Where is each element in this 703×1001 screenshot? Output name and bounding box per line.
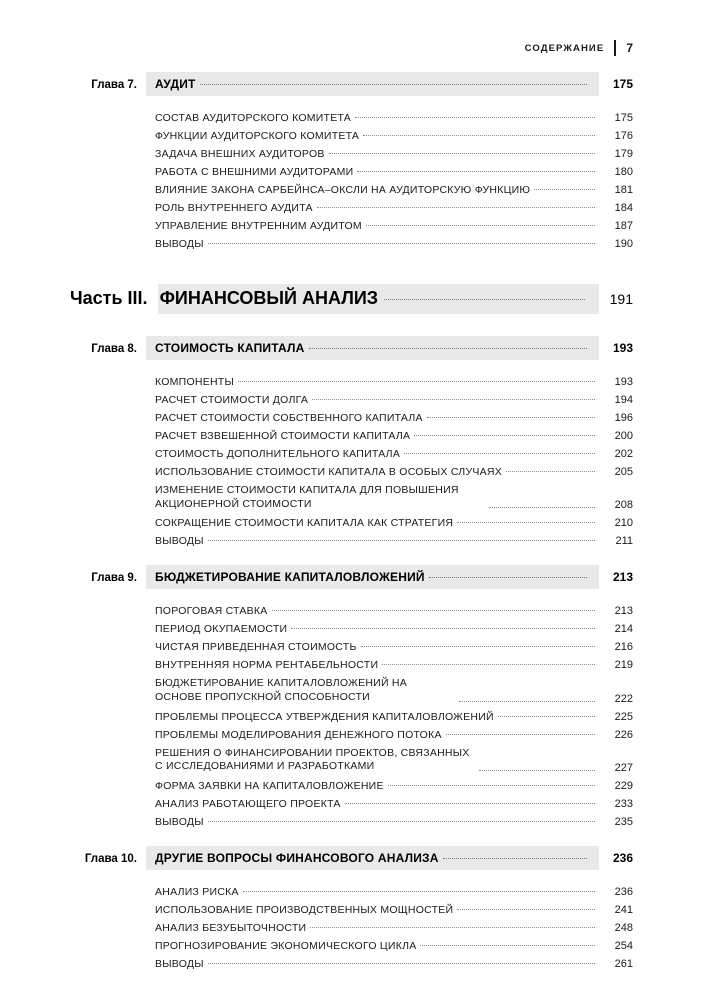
chapter-heading-7[interactable] [70, 72, 633, 96]
leader-dots [479, 770, 595, 771]
entry-page: 196 [614, 412, 633, 424]
leader-dots [310, 927, 595, 928]
leader-dots [414, 435, 595, 436]
leader-dots [312, 399, 595, 400]
leader-dots [317, 207, 595, 208]
leader-dots [489, 507, 595, 508]
entry-page: 193 [614, 376, 633, 388]
toc-entry[interactable] [70, 184, 633, 196]
chapter-page: 213 [612, 570, 633, 585]
header-divider [614, 40, 616, 56]
entry-page: 187 [614, 220, 633, 232]
entry-title: ИЗМЕНЕНИЕ СТОИМОСТИ КАПИТАЛА ДЛЯ ПОВЫШЕНИЯ АКЦИОНЕРНОЙ СТОИМОСТИ [155, 484, 459, 510]
entry-page: 248 [614, 921, 633, 934]
toc-entry[interactable] [70, 729, 633, 741]
entry-title: ВЫВОДЫ [155, 535, 204, 548]
toc-entry[interactable] [70, 623, 633, 635]
part-title-band [158, 284, 599, 314]
toc-content [70, 72, 633, 970]
leader-dots [457, 909, 595, 910]
entry-title: ИСПОЛЬЗОВАНИЕ ПРОИЗВОДСТВЕННЫХ МОЩНОСТЕЙ [155, 903, 454, 916]
part-label: Часть III. [70, 288, 148, 308]
entry-title: ВНУТРЕННЯЯ НОРМА РЕНТАБЕЛЬНОСТИ [155, 659, 379, 672]
leader-dots [329, 153, 595, 154]
toc-entry[interactable] [70, 130, 633, 142]
entry-page: 194 [614, 394, 633, 406]
chapter-label: Глава 9. [91, 572, 137, 585]
entry-page: 226 [614, 728, 633, 741]
entry-title: ПРОБЛЕМЫ ПРОЦЕССА УТВЕРЖДЕНИЯ КАПИТАЛОВЛОЖЕНИЙ [155, 710, 494, 723]
toc-entry[interactable] [70, 605, 633, 617]
entry-page: 202 [614, 448, 633, 460]
toc-entry[interactable] [70, 641, 633, 653]
entry-page: 227 [614, 761, 633, 774]
leader-dots [498, 716, 595, 717]
chapter-title: АУДИТ [155, 77, 196, 91]
entry-page: 211 [615, 535, 633, 548]
entry-page: 225 [614, 710, 633, 723]
entry-page: 213 [614, 605, 633, 618]
leader-dots [506, 471, 595, 472]
chapter-heading-9[interactable] [70, 565, 633, 589]
toc-entry[interactable] [70, 238, 633, 250]
entry-title: ИСПОЛЬЗОВАНИЕ СТОИМОСТИ КАПИТАЛА В ОСОБЫХ СЛУЧАЯХ [155, 466, 502, 478]
entry-page: 180 [614, 166, 633, 178]
leader-dots [429, 577, 587, 578]
entry-title: РОЛЬ ВНУТРЕННЕГО АУДИТА [155, 202, 313, 214]
chapter-title-band [146, 336, 599, 360]
entry-title: АНАЛИЗ РАБОТАЮЩЕГО ПРОЕКТА [155, 797, 341, 810]
toc-entry[interactable] [70, 484, 633, 511]
leader-dots [443, 858, 587, 859]
entry-page: 184 [614, 202, 633, 214]
entry-page: 179 [614, 148, 633, 160]
entry-page: 235 [614, 815, 633, 828]
chapter-title-band [146, 846, 599, 870]
leader-dots [366, 225, 595, 226]
leader-dots [382, 664, 595, 665]
header-title: СОДЕРЖАНИЕ [524, 42, 605, 54]
entry-page: 233 [614, 797, 633, 810]
entry-title: ВЫВОДЫ [155, 815, 204, 828]
part-title: ФИНАНСОВЫЙ АНАЛИЗ [159, 288, 379, 308]
entry-title: УПРАВЛЕНИЕ ВНУТРЕННИМ АУДИТОМ [155, 220, 362, 232]
entry-page: 208 [614, 499, 633, 512]
running-header [525, 40, 633, 56]
toc-entry[interactable] [70, 711, 633, 723]
toc-entry[interactable] [70, 220, 633, 232]
leader-dots [357, 171, 595, 172]
entry-title: БЮДЖЕТИРОВАНИЕ КАПИТАЛОВЛОЖЕНИЙ НА ОСНОВЕ ПРОПУСКНОЙ СПОСОБНОСТИ [155, 677, 407, 703]
leader-dots [345, 803, 595, 804]
leader-dots [355, 117, 595, 118]
entry-title: ПЕРИОД ОКУПАЕМОСТИ [155, 623, 288, 636]
entry-page: 241 [614, 903, 633, 916]
entry-page: 229 [614, 779, 633, 792]
entry-page: 175 [614, 112, 633, 124]
entry-title: АНАЛИЗ РИСКА [155, 885, 239, 898]
entry-title: РАСЧЕТ ВЗВЕШЕННОЙ СТОИМОСТИ КАПИТАЛА [155, 430, 411, 442]
toc-entry[interactable] [70, 112, 633, 124]
toc-entry[interactable] [70, 816, 633, 828]
chapter-title: БЮДЖЕТИРОВАНИЕ КАПИТАЛОВЛОЖЕНИЙ [155, 570, 425, 585]
entry-page: 216 [614, 641, 633, 654]
toc-entry[interactable] [70, 798, 633, 810]
leader-dots [309, 348, 588, 349]
toc-entry[interactable] [70, 780, 633, 792]
entry-page: 205 [614, 466, 633, 478]
entry-title: ЧИСТАЯ ПРИВЕДЕННАЯ СТОИМОСТЬ [155, 641, 357, 654]
toc-entry[interactable] [70, 448, 633, 460]
leader-dots [363, 135, 595, 136]
leader-dots [243, 891, 595, 892]
toc-entry[interactable] [70, 466, 633, 478]
entry-title: СОКРАЩЕНИЕ СТОИМОСТИ КАПИТАЛА КАК СТРАТЕГИЯ [155, 517, 454, 530]
entry-title: ФОРМА ЗАЯВКИ НА КАПИТАЛОВЛОЖЕНИЕ [155, 779, 384, 792]
entry-title: РЕШЕНИЯ О ФИНАНСИРОВАНИИ ПРОЕКТОВ, СВЯЗАННЫХ С ИССЛЕДОВАНИЯМИ И РАЗРАБОТКАМИ [155, 746, 470, 773]
entry-title: ВЫВОДЫ [155, 957, 204, 970]
entry-title: ВЫВОДЫ [155, 238, 204, 250]
toc-entry[interactable] [70, 886, 633, 898]
leader-dots [388, 785, 595, 786]
toc-entry[interactable] [70, 517, 633, 529]
toc-entry[interactable] [70, 922, 633, 934]
chapter-page: 193 [612, 341, 633, 355]
chapter-heading-8[interactable] [70, 336, 633, 360]
toc-entry[interactable] [70, 202, 633, 214]
leader-dots [291, 628, 595, 629]
leader-dots [404, 453, 595, 454]
entry-page: 219 [614, 659, 633, 672]
entry-title: ПОРОГОВАЯ СТАВКА [155, 605, 268, 618]
part-page: 191 [609, 291, 633, 307]
chapter-page: 236 [612, 850, 633, 865]
leader-dots [272, 610, 595, 611]
entry-title: СТОИМОСТЬ ДОПОЛНИТЕЛЬНОГО КАПИТАЛА [155, 448, 401, 460]
entry-title: КОМПОНЕНТЫ [155, 376, 235, 388]
toc-entry[interactable] [70, 958, 633, 970]
entry-page: 200 [614, 430, 633, 442]
entry-title: ПРОГНОЗИРОВАНИЕ ЭКОНОМИЧЕСКОГО ЦИКЛА [155, 939, 417, 952]
header-page-number: 7 [626, 41, 633, 55]
entry-title: ЗАДАЧА ВНЕШНИХ АУДИТОРОВ [155, 148, 325, 160]
toc-entry[interactable] [70, 412, 633, 424]
toc-entry[interactable] [70, 677, 633, 704]
leader-dots [420, 945, 595, 946]
chapter-title-band [146, 72, 599, 96]
toc-entry[interactable] [70, 376, 633, 388]
entry-page: 236 [614, 885, 633, 898]
entry-page: 190 [614, 238, 633, 250]
entry-title: РАСЧЕТ СТОИМОСТИ СОБСТВЕННОГО КАПИТАЛА [155, 412, 423, 424]
chapter-title: ДРУГИЕ ВОПРОСЫ ФИНАНСОВОГО АНАЛИЗА [155, 850, 439, 865]
leader-dots [446, 734, 595, 735]
entry-page: 214 [614, 623, 633, 636]
chapter-page: 175 [612, 77, 633, 91]
entry-title: ПРОБЛЕМЫ МОДЕЛИРОВАНИЯ ДЕНЕЖНОГО ПОТОКА [155, 728, 442, 741]
entry-title: ВЛИЯНИЕ ЗАКОНА САРБЕЙНСА–ОКСЛИ НА АУДИТОРСКУЮ ФУНКЦИЮ [155, 184, 531, 196]
entry-title: РАСЧЕТ СТОИМОСТИ ДОЛГА [155, 394, 309, 406]
leader-dots [427, 417, 595, 418]
entry-page: 210 [614, 517, 633, 530]
leader-dots [384, 299, 585, 300]
leader-dots [534, 189, 595, 190]
entry-page: 261 [614, 957, 633, 970]
chapter-label: Глава 7. [91, 79, 137, 91]
leader-dots [361, 646, 595, 647]
chapter-title: СТОИМОСТЬ КАПИТАЛА [155, 341, 305, 355]
toc-entry[interactable] [70, 940, 633, 952]
entry-title: ФУНКЦИИ АУДИТОРСКОГО КОМИТЕТА [155, 130, 360, 142]
chapter-title-band [146, 565, 599, 589]
toc-entry[interactable] [70, 904, 633, 916]
entry-page: 176 [614, 130, 633, 142]
toc-entry[interactable] [70, 148, 633, 160]
entry-title: РАБОТА С ВНЕШНИМИ АУДИТОРАМИ [155, 166, 354, 178]
leader-dots [208, 821, 595, 822]
leader-dots [208, 963, 595, 964]
toc-entry[interactable] [70, 659, 633, 671]
toc-entry[interactable] [70, 394, 633, 406]
leader-dots [459, 701, 595, 702]
part-heading-3[interactable] [70, 284, 633, 314]
leader-dots [208, 243, 595, 244]
leader-dots [457, 522, 595, 523]
toc-entry[interactable] [70, 166, 633, 178]
leader-dots [208, 540, 595, 541]
entry-title: АНАЛИЗ БЕЗУБЫТОЧНОСТИ [155, 921, 307, 934]
toc-entry[interactable] [70, 747, 633, 774]
toc-entry[interactable] [70, 430, 633, 442]
entry-page: 222 [614, 692, 633, 705]
chapter-label: Глава 8. [91, 343, 137, 355]
leader-dots [238, 381, 595, 382]
chapter-label: Глава 10. [84, 852, 137, 865]
chapter-heading-10[interactable] [70, 846, 633, 870]
entry-title: СОСТАВ АУДИТОРСКОГО КОМИТЕТА [155, 112, 352, 124]
leader-dots [200, 84, 587, 85]
toc-entry[interactable] [70, 535, 633, 547]
entry-page: 181 [614, 184, 633, 196]
entry-page: 254 [614, 939, 633, 952]
